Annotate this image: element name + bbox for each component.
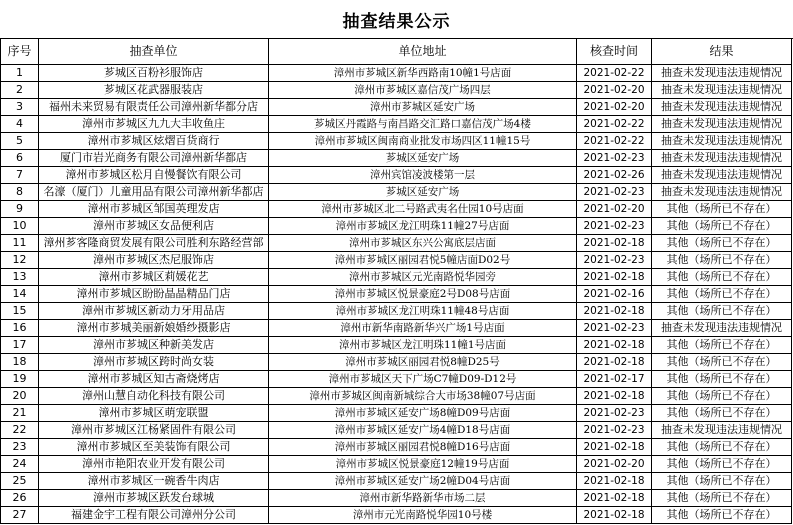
- table-row: [1, 371, 792, 388]
- page-title: 抽查结果公示: [0, 0, 793, 39]
- cell-no: 25: [1, 473, 39, 490]
- cell-result: 抽查未发现违法违规情况: [652, 184, 792, 201]
- cell-no: 3: [1, 99, 39, 116]
- cell-address: 漳州市芗城区闽南商业批发市场四区11幢15号: [269, 133, 577, 150]
- cell-unit: 漳州市芗城区盼盼晶晶精品门店: [39, 286, 269, 303]
- cell-date: 2021-02-18: [577, 507, 652, 524]
- cell-address: 漳州市芗城区新华西路南10幢1号店面: [269, 65, 577, 82]
- cell-no: 18: [1, 354, 39, 371]
- cell-result: 其他（场所已不存在）: [652, 473, 792, 490]
- cell-address: 漳州宾馆凌波楼第一层: [269, 167, 577, 184]
- table-row: [1, 405, 792, 422]
- table-row: [1, 252, 792, 269]
- cell-address: 芗城区延安广场: [269, 150, 577, 167]
- cell-unit: 漳州市芗城区松月自慢餐饮有限公司: [39, 167, 269, 184]
- cell-address: 漳州市新华南路新华兴广场1号店面: [269, 320, 577, 337]
- cell-unit: 漳州市芗城区至美装饰有限公司: [39, 439, 269, 456]
- table-row: [1, 82, 792, 99]
- cell-result: 抽查未发现违法违规情况: [652, 320, 792, 337]
- cell-date: 2021-02-18: [577, 439, 652, 456]
- cell-result: 其他（场所已不存在）: [652, 456, 792, 473]
- cell-no: 5: [1, 133, 39, 150]
- cell-result: 抽查未发现违法违规情况: [652, 65, 792, 82]
- cell-no: 24: [1, 456, 39, 473]
- cell-result: 其他（场所已不存在）: [652, 371, 792, 388]
- cell-unit: 漳州市艳阳农业开发有限公司: [39, 456, 269, 473]
- cell-result: 其他（场所已不存在）: [652, 388, 792, 405]
- table-row: [1, 235, 792, 252]
- cell-unit: 芗城区花武器服装店: [39, 82, 269, 99]
- cell-date: 2021-02-23: [577, 405, 652, 422]
- cell-unit: 福建金宇工程有限公司漳州分公司: [39, 507, 269, 524]
- cell-result: 其他（场所已不存在）: [652, 303, 792, 320]
- cell-address: 漳州市芗城区龙江明珠11幢1号店面: [269, 337, 577, 354]
- cell-address: 漳州市芗城区悦景豪庭2号D08号店面: [269, 286, 577, 303]
- cell-no: 6: [1, 150, 39, 167]
- cell-result: 其他（场所已不存在）: [652, 201, 792, 218]
- cell-unit: 漳州市芗城区种新美发店: [39, 337, 269, 354]
- cell-date: 2021-02-22: [577, 116, 652, 133]
- cell-no: 22: [1, 422, 39, 439]
- table-row: [1, 490, 792, 507]
- cell-date: 2021-02-23: [577, 252, 652, 269]
- cell-date: 2021-02-22: [577, 65, 652, 82]
- cell-date: 2021-02-17: [577, 371, 652, 388]
- cell-address: 漳州市芗城区东兴公寓底层店面: [269, 235, 577, 252]
- table-row: [1, 337, 792, 354]
- table-row: [1, 150, 792, 167]
- header-row: [1, 39, 792, 65]
- cell-result: 其他（场所已不存在）: [652, 490, 792, 507]
- cell-no: 11: [1, 235, 39, 252]
- cell-unit: 漳州市芗城区萌宠联盟: [39, 405, 269, 422]
- table-row: [1, 99, 792, 116]
- cell-result: 其他（场所已不存在）: [652, 439, 792, 456]
- cell-date: 2021-02-18: [577, 235, 652, 252]
- cell-no: 15: [1, 303, 39, 320]
- column-header-result: 结果: [652, 39, 792, 65]
- cell-no: 4: [1, 116, 39, 133]
- table-row: [1, 456, 792, 473]
- table-row: [1, 320, 792, 337]
- cell-unit: 漳州市芗城区九九大丰收鱼庄: [39, 116, 269, 133]
- cell-address: 芗城区延安广场: [269, 184, 577, 201]
- cell-date: 2021-02-18: [577, 269, 652, 286]
- cell-result: 抽查未发现违法违规情况: [652, 82, 792, 99]
- cell-address: 漳州市芗城区延安广场2幢D04号店面: [269, 473, 577, 490]
- cell-unit: 厦门市岩光商务有限公司漳州新华都店: [39, 150, 269, 167]
- cell-unit: 漳州市芗城区莉媛花艺: [39, 269, 269, 286]
- cell-date: 2021-02-23: [577, 422, 652, 439]
- cell-address: 漳州市芗城区北二号路武夷名仕园10号店面: [269, 201, 577, 218]
- cell-result: 其他（场所已不存在）: [652, 337, 792, 354]
- cell-unit: 漳州市芗城区新动力牙用品店: [39, 303, 269, 320]
- cell-no: 17: [1, 337, 39, 354]
- cell-unit: 漳州市芗城区一碗香牛肉店: [39, 473, 269, 490]
- table-row: [1, 133, 792, 150]
- cell-address: 漳州市芗城区丽园君悦5幢店面D02号: [269, 252, 577, 269]
- column-header-unit: 抽查单位: [39, 39, 269, 65]
- cell-unit: 漳州市芗城区女品便利店: [39, 218, 269, 235]
- cell-no: 1: [1, 65, 39, 82]
- table-row: [1, 388, 792, 405]
- cell-unit: 名濠（厦门）儿童用品有限公司漳州新华都店: [39, 184, 269, 201]
- cell-unit: 漳州市芗城区知古斋烧烤店: [39, 371, 269, 388]
- cell-no: 21: [1, 405, 39, 422]
- cell-no: 23: [1, 439, 39, 456]
- cell-result: 其他（场所已不存在）: [652, 218, 792, 235]
- cell-address: 漳州市芗城区闽南新城综合大市场38幢07号店面: [269, 388, 577, 405]
- cell-no: 20: [1, 388, 39, 405]
- table-row: [1, 473, 792, 490]
- cell-address: 漳州市芗城区延安广场4幢D18号店面: [269, 422, 577, 439]
- cell-result: 其他（场所已不存在）: [652, 405, 792, 422]
- cell-address: 漳州市芗城区丽园君悦8幢D25号: [269, 354, 577, 371]
- cell-unit: 漳州市芗城区邹国英理发店: [39, 201, 269, 218]
- cell-no: 8: [1, 184, 39, 201]
- cell-address: 漳州市元光南路悦华园10号楼: [269, 507, 577, 524]
- cell-result: 抽查未发现违法违规情况: [652, 167, 792, 184]
- cell-unit: 漳州市芗城区跨时尚女装: [39, 354, 269, 371]
- cell-date: 2021-02-20: [577, 99, 652, 116]
- cell-date: 2021-02-23: [577, 184, 652, 201]
- cell-address: 芗城区丹霞路与南昌路交汇路口嘉信茂广场4楼: [269, 116, 577, 133]
- cell-unit: 漳州市芗城区跃发台球城: [39, 490, 269, 507]
- cell-result: 其他（场所已不存在）: [652, 507, 792, 524]
- table-row: [1, 439, 792, 456]
- cell-date: 2021-02-20: [577, 201, 652, 218]
- column-header-address: 单位地址: [269, 39, 577, 65]
- cell-date: 2021-02-23: [577, 150, 652, 167]
- cell-no: 13: [1, 269, 39, 286]
- table-row: [1, 303, 792, 320]
- cell-result: 其他（场所已不存在）: [652, 252, 792, 269]
- cell-result: 抽查未发现违法违规情况: [652, 422, 792, 439]
- cell-no: 12: [1, 252, 39, 269]
- cell-unit: 漳州市芗城美丽新娘婚纱摄影店: [39, 320, 269, 337]
- table-row: [1, 65, 792, 82]
- column-header-no: 序号: [1, 39, 39, 65]
- cell-no: 26: [1, 490, 39, 507]
- cell-unit: 漳州市芗城区杰尼服饰店: [39, 252, 269, 269]
- cell-result: 其他（场所已不存在）: [652, 354, 792, 371]
- table-row: [1, 201, 792, 218]
- cell-result: 抽查未发现违法违规情况: [652, 133, 792, 150]
- cell-date: 2021-02-18: [577, 473, 652, 490]
- table-row: [1, 167, 792, 184]
- cell-result: 其他（场所已不存在）: [652, 269, 792, 286]
- table-row: [1, 286, 792, 303]
- cell-address: 漳州市芗城区元光南路悦华园旁: [269, 269, 577, 286]
- table-row: [1, 116, 792, 133]
- cell-date: 2021-02-20: [577, 82, 652, 99]
- cell-address: 漳州市芗城区悦景豪庭12幢19号店面: [269, 456, 577, 473]
- cell-unit: 漳州芗客隆商贸发展有限公司胜利东路经营部: [39, 235, 269, 252]
- cell-address: 漳州市芗城区延安广场: [269, 99, 577, 116]
- cell-date: 2021-02-22: [577, 133, 652, 150]
- cell-address: 漳州市芗城区龙江明珠11幢27号店面: [269, 218, 577, 235]
- cell-no: 27: [1, 507, 39, 524]
- cell-address: 漳州市芗城区龙江明珠11幢48号店面: [269, 303, 577, 320]
- table-row: [1, 184, 792, 201]
- cell-address: 漳州市芗城区丽园君悦8幢D16号店面: [269, 439, 577, 456]
- cell-unit: 漳州市芗城区炫熠百货商行: [39, 133, 269, 150]
- table-row: [1, 422, 792, 439]
- cell-result: 抽查未发现违法违规情况: [652, 99, 792, 116]
- cell-no: 16: [1, 320, 39, 337]
- cell-date: 2021-02-18: [577, 354, 652, 371]
- cell-no: 2: [1, 82, 39, 99]
- table-row: [1, 218, 792, 235]
- cell-address: 漳州市芗城区延安广场8幢D09号店面: [269, 405, 577, 422]
- cell-unit: 漳州市芗城区江杨紧固件有限公司: [39, 422, 269, 439]
- table-row: [1, 507, 792, 524]
- cell-date: 2021-02-18: [577, 337, 652, 354]
- cell-address: 漳州市芗城区天下广场C7幢D09-D12号: [269, 371, 577, 388]
- cell-date: 2021-02-18: [577, 490, 652, 507]
- cell-no: 14: [1, 286, 39, 303]
- cell-result: 其他（场所已不存在）: [652, 235, 792, 252]
- cell-address: 漳州市芗城区嘉信茂广场四层: [269, 82, 577, 99]
- cell-date: 2021-02-23: [577, 320, 652, 337]
- cell-date: 2021-02-18: [577, 303, 652, 320]
- cell-result: 其他（场所已不存在）: [652, 286, 792, 303]
- table-row: [1, 269, 792, 286]
- cell-result: 抽查未发现违法违规情况: [652, 150, 792, 167]
- cell-no: 10: [1, 218, 39, 235]
- cell-unit: 芗城区百粉衫服饰店: [39, 65, 269, 82]
- cell-date: 2021-02-26: [577, 167, 652, 184]
- cell-result: 抽查未发现违法违规情况: [652, 116, 792, 133]
- table-row: [1, 354, 792, 371]
- column-header-date: 核查时间: [577, 39, 652, 65]
- cell-date: 2021-02-20: [577, 456, 652, 473]
- cell-date: 2021-02-18: [577, 388, 652, 405]
- table-body: [1, 65, 792, 524]
- cell-unit: 福州未来贸易有限责任公司漳州新华都分店: [39, 99, 269, 116]
- results-table: [0, 38, 792, 524]
- cell-no: 9: [1, 201, 39, 218]
- cell-unit: 漳州山慧自动化科技有限公司: [39, 388, 269, 405]
- cell-no: 7: [1, 167, 39, 184]
- cell-address: 漳州市新华路新华市场二层: [269, 490, 577, 507]
- cell-no: 19: [1, 371, 39, 388]
- cell-date: 2021-02-23: [577, 218, 652, 235]
- cell-date: 2021-02-16: [577, 286, 652, 303]
